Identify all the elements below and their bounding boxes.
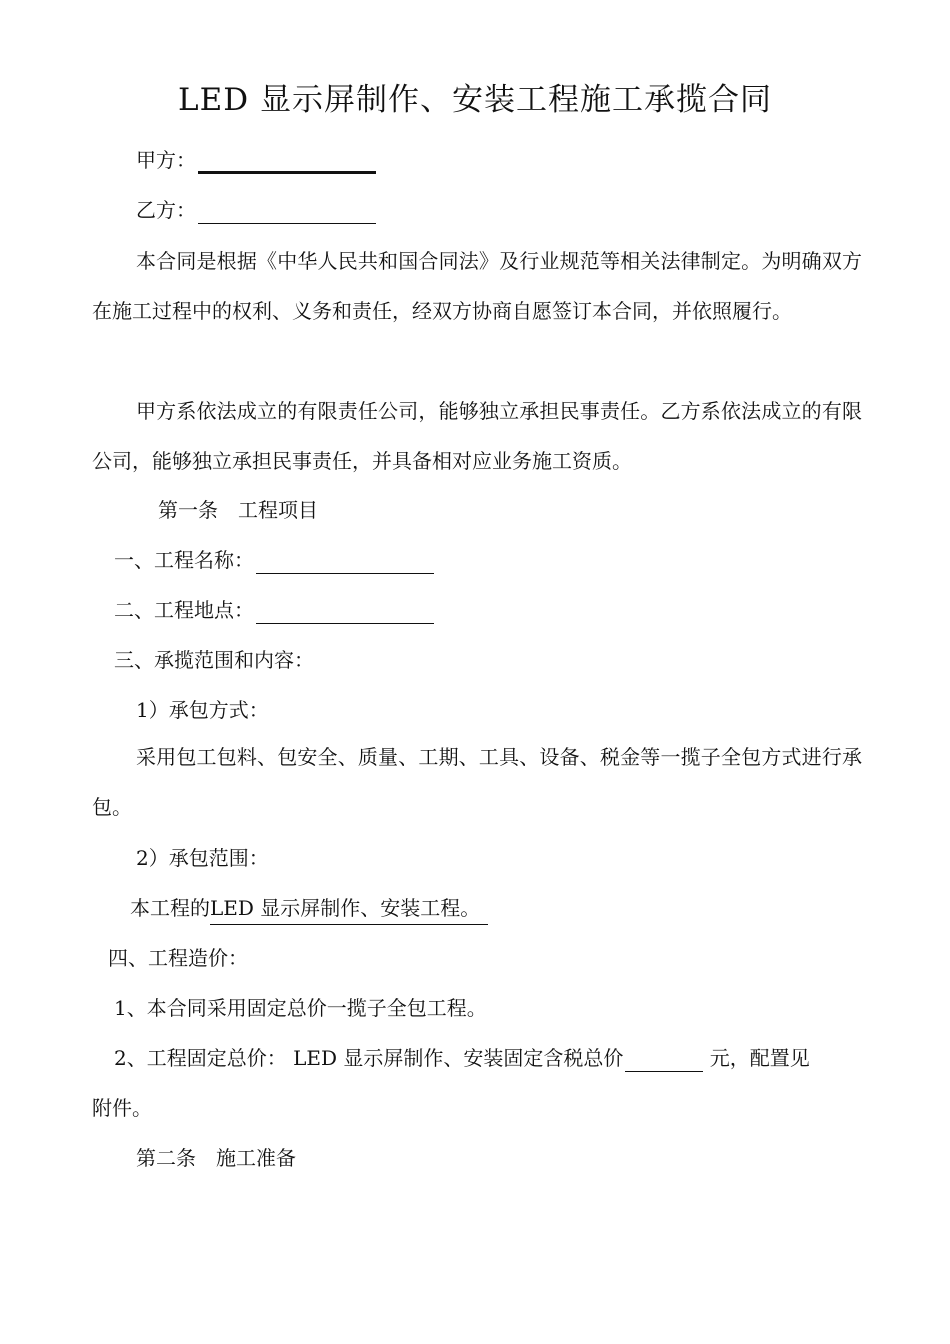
party-a-blank[interactable] (198, 149, 376, 174)
intro-paragraph-1: 本合同是根据《中华人民共和国合同法》及行业规范等相关法律制定。为明确双方在施工过程中的权利、义务和责任，经双方协商自愿签订本合同，并依照履行。 (92, 249, 862, 323)
contract-scope-prefix: 本工程的 (130, 896, 210, 920)
project-cost-heading: 四、工程造价： (108, 946, 248, 970)
party-a-line (136, 146, 376, 174)
contract-scope-line (130, 894, 488, 925)
project-name-blank[interactable] (256, 551, 434, 574)
party-b-blank[interactable] (198, 201, 376, 224)
article2-heading: 第二条 施工准备 (136, 1146, 296, 1170)
project-location-line (114, 596, 434, 624)
price-clause-2-suffix: 元，配置见 (703, 1046, 810, 1070)
page-title: LED 显示屏制作、安装工程施工承揽合同 (178, 82, 772, 118)
price-clause-2-prefix: 2、工程固定总价： LED 显示屏制作、安装固定含税总价 (114, 1046, 624, 1070)
scope-heading: 三、承揽范围和内容： (114, 648, 314, 672)
price-clause-2-continuation: 附件。 (92, 1096, 152, 1120)
project-name-label: 一、工程名称： (114, 548, 254, 572)
party-a-label: 甲方： (136, 148, 196, 172)
contract-method-label: 1）承包方式： (136, 698, 269, 722)
total-price-blank[interactable] (625, 1049, 703, 1072)
price-clause-1: 1、本合同采用固定总价一揽子全包工程。 (114, 996, 487, 1020)
project-location-blank[interactable] (256, 601, 434, 624)
contract-scope-label: 2）承包范围： (136, 846, 269, 870)
project-location-label: 二、工程地点： (114, 598, 254, 622)
party-b-label: 乙方： (136, 198, 196, 222)
project-name-line (114, 546, 434, 574)
intro-paragraph-2: 甲方系依法成立的有限责任公司，能够独立承担民事责任。乙方系依法成立的有限公司，能够独立承担民事责任，并具备相对应业务施工资质。 (92, 399, 862, 473)
contract-method-text: 采用包工包料、包安全、质量、工期、工具、设备、税金等一揽子全包方式进行承包。 (92, 745, 862, 819)
article1-heading: 第一条 工程项目 (158, 498, 318, 522)
price-clause-2 (114, 1044, 810, 1072)
party-b-line (136, 196, 376, 224)
contract-scope-value: LED 显示屏制作、安装工程。 (210, 894, 488, 925)
